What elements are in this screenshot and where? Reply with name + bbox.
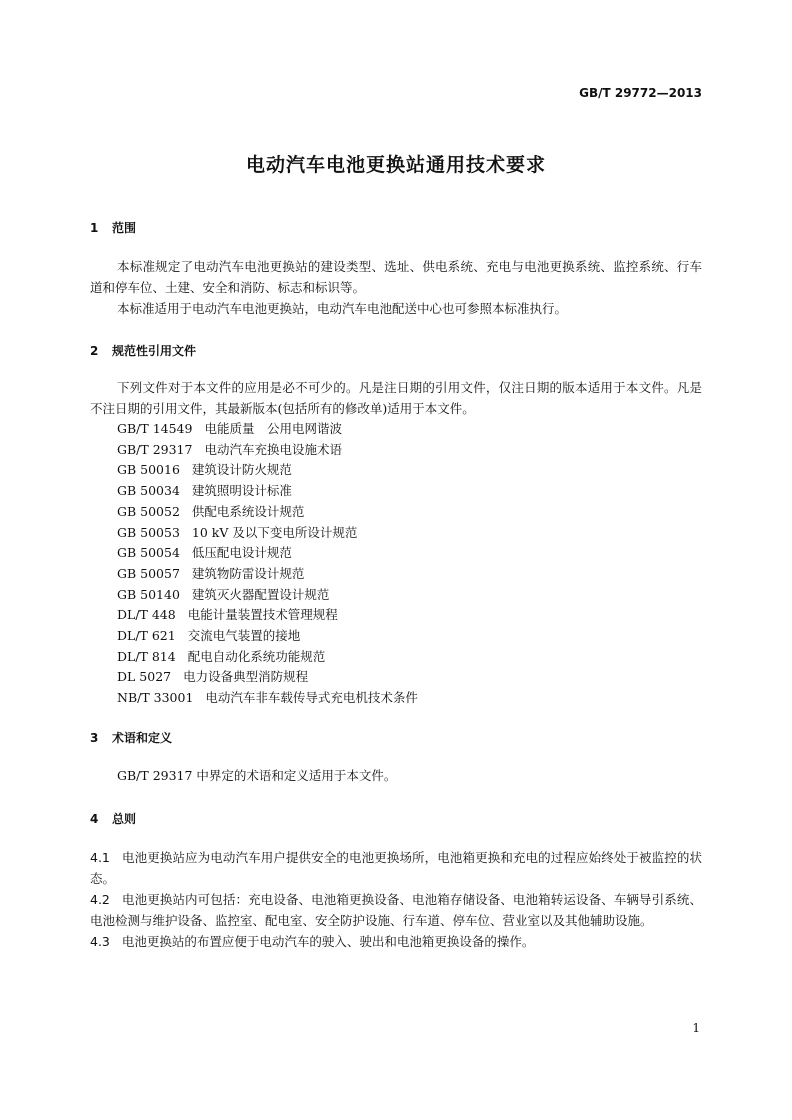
reference-title: 配电自动化系统功能规范: [187, 648, 326, 664]
reference-list: [90, 419, 702, 709]
section-number: 1: [90, 221, 99, 235]
reference-title: 建筑照明设计标准: [191, 483, 292, 499]
reference-title: 建筑设计防火规范: [191, 462, 292, 478]
section-heading-terms: [90, 728, 702, 748]
standard-number: GB/T 29772—2013: [579, 86, 702, 100]
reference-code: GB 50057: [117, 565, 180, 581]
reference-code: GB 50053: [117, 524, 180, 540]
reference-item: [90, 481, 702, 502]
terms-paragraph: GB/T 29317 中界定的术语和定义适用于本文件。: [117, 767, 397, 783]
reference-code: DL 5027: [117, 669, 172, 685]
reference-item: [90, 523, 702, 544]
reference-title: 低压配电设计规范: [191, 545, 292, 561]
scope-paragraph-2: 本标准适用于电动汽车电池更换站，电动汽车电池配送中心也可参照本标准执行。: [117, 301, 568, 316]
clause-number: 4.3: [90, 933, 110, 949]
reference-title: 建筑物防雷设计规范: [191, 565, 305, 581]
reference-code: DL/T 448: [117, 607, 176, 623]
reference-item: [90, 647, 702, 668]
reference-item: [90, 564, 702, 585]
reference-item: [90, 688, 702, 709]
reference-title: 建筑灭火器配置设计规范: [191, 586, 330, 602]
reference-code: GB/T 14549: [117, 421, 193, 436]
reference-code: DL/T 621: [117, 628, 176, 644]
clause-text: 电池更换站内可包括：充电设备、电池箱更换设备、电池箱存储设备、电池箱转运设备、车辆导引系统、电池检测与维护设备、监控室、配电室、安全防护设施、行车道、停车位、营业室以及其他辅助设施。: [90, 891, 702, 928]
document-title: 电动汽车电池更换站通用技术要求: [245, 154, 546, 176]
reference-title: 供配电系统设计规范: [191, 503, 305, 519]
section-heading-scope: [90, 218, 702, 238]
clause-number: 4.2: [90, 891, 110, 907]
reference-item: [90, 605, 702, 626]
reference-title: 电动汽车非车载传导式充电机技术条件: [205, 690, 418, 706]
section-number: 3: [90, 730, 99, 745]
reference-item: [90, 419, 702, 440]
references-intro: 下列文件对于本文件的应用是必不可少的。凡是注日期的引用文件，仅注日期的版本适用于本文件。凡是不注日期的引用文件，其最新版本(包括所有的修改单)适用于本文件。: [90, 380, 702, 416]
section-title: 范围: [112, 221, 137, 235]
reference-item: [90, 626, 702, 647]
clause-list: [90, 847, 702, 952]
reference-code: GB 50016: [117, 462, 180, 478]
reference-item: [90, 543, 702, 564]
reference-item: [90, 667, 702, 688]
reference-code: GB 50034: [117, 483, 180, 499]
clause-text: 电池更换站的布置应便于电动汽车的驶入、驶出和电池箱更换设备的操作。: [121, 933, 535, 949]
reference-item: [90, 585, 702, 606]
reference-title: 电力设备典型消防规程: [183, 669, 309, 685]
section-number: 2: [90, 344, 99, 358]
clause-text: 电池更换站应为电动汽车用户提供安全的电池更换场所，电池箱更换和充电的过程应始终处于被监控的状态。: [90, 849, 702, 886]
reference-title: 电能质量 公用电网谐波: [204, 421, 342, 436]
scope-paragraph-1: 本标准规定了电动汽车电池更换站的建设类型、选址、供电系统、充电与电池更换系统、监控系统、行车道和停车位、土建、安全和消防、标志和标识等。: [90, 259, 702, 295]
reference-item: [90, 440, 702, 461]
reference-code: NB/T 33001: [117, 690, 194, 706]
reference-code: GB 50054: [117, 545, 180, 561]
page-number: 1: [692, 1021, 700, 1035]
section-heading-general: [90, 809, 702, 829]
reference-title: 10 kV 及以下变电所设计规范: [191, 524, 358, 540]
clause-number: 4.1: [90, 849, 110, 865]
reference-code: GB 50140: [117, 586, 180, 602]
reference-code: DL/T 814: [117, 648, 176, 664]
section-heading-normative-references: [90, 341, 702, 361]
reference-title: 电动汽车充换电设施术语: [204, 441, 342, 457]
section-number: 4: [90, 811, 99, 826]
clause: [90, 931, 702, 952]
reference-title: 交流电气装置的接地: [187, 628, 301, 644]
reference-item: [90, 460, 702, 481]
document-body: [90, 218, 702, 952]
reference-code: GB 50052: [117, 503, 180, 519]
section-title: 规范性引用文件: [112, 344, 197, 358]
section-title: 术语和定义: [112, 730, 173, 745]
reference-item: [90, 502, 702, 523]
clause: [90, 847, 702, 889]
clause: [90, 889, 702, 931]
reference-title: 电能计量装置技术管理规程: [187, 607, 338, 623]
reference-code: GB/T 29317: [117, 441, 193, 457]
section-title: 总则: [112, 811, 137, 826]
